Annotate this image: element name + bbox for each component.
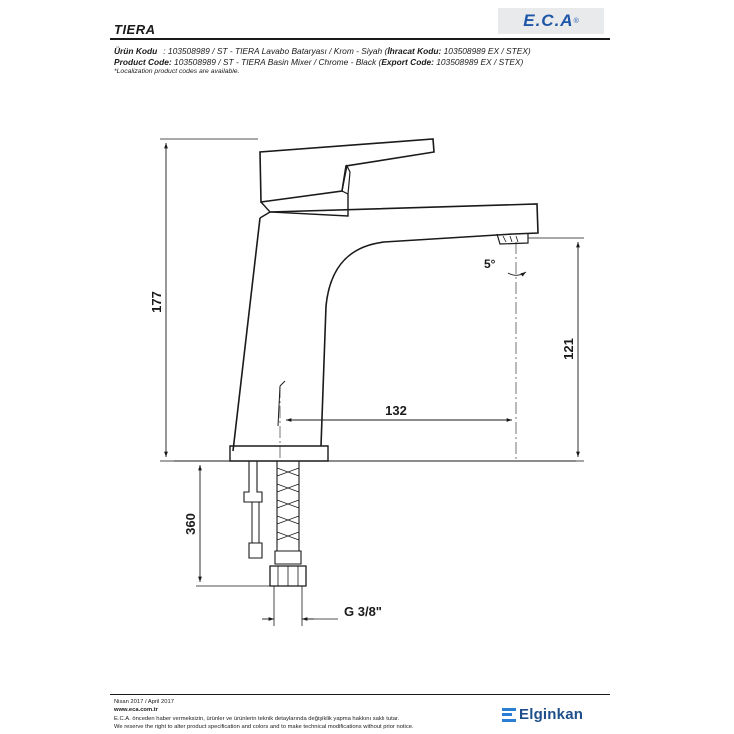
hose-ferrule [275,551,301,564]
footer-divider [110,694,610,695]
dim-121-label: 121 [561,338,576,360]
spec-sheet [110,6,610,734]
mounting-stud [244,461,262,502]
footer-url[interactable]: www.eca.com.tr [114,707,158,714]
footer [114,698,414,731]
body-left [233,218,260,451]
hose-connector-detail [278,566,298,586]
stud-rod [252,502,259,543]
export-code-tr-label: İhracat Kodu: [387,46,442,56]
footer-disclaimer-en: We reserve the right to alter product specification and colors and to make technical modifications without prior notice. [114,723,414,730]
stud-nut [249,543,262,558]
export-code-en-value: 103508989 EX / STEX) [433,56,524,67]
elginkan-logo [502,706,583,723]
lever-handle [260,139,434,202]
product-code-en-value: 103508989 / ST - TIERA Basin Mixer / Chrome - Black ( [171,56,382,67]
angle-arc [508,272,526,275]
dim-360-label: 360 [183,513,198,535]
product-code-tr-value: : 103508989 / ST - TIERA Lavabo Bataryası / Krom - Siyah ( [163,46,388,56]
eca-logo-text: E.C.A [523,11,574,30]
body-inner [260,212,270,218]
dim-132-label: 132 [385,403,407,418]
product-code-tr-label: Ürün Kodu [114,46,158,56]
export-code-tr-value: 103508989 EX / STEX) [441,46,531,56]
product-code-en-label: Product Code: [114,56,172,67]
footer-date: Nisan 2017 / April 2017 [114,699,174,705]
product-title: TIERA [114,22,156,37]
angle-label: 5° [484,257,496,271]
aerator-detail [503,236,518,242]
registered-mark: ® [573,17,579,25]
hose-inner [278,381,285,426]
connection-label: G 3/8" [344,604,382,619]
localization-note: *Localization product codes are available. [114,68,240,75]
elginkan-logo-text: Elginkan [519,706,584,723]
export-code-en-label: Export Code: [381,56,434,67]
hose-braid [277,468,299,540]
dim-177-label: 177 [149,291,164,313]
faucet-base [230,446,328,461]
spout-top [270,204,538,234]
technical-drawing [110,6,610,696]
footer-disclaimer-tr: E.C.A. önceden haber vermeksizin, ürünler ve ürünlerin teknik detaylarında değişiklik yapma hakkını saklı tutar. [114,715,400,722]
elginkan-logo-icon [502,708,516,722]
handle-base [261,194,348,216]
